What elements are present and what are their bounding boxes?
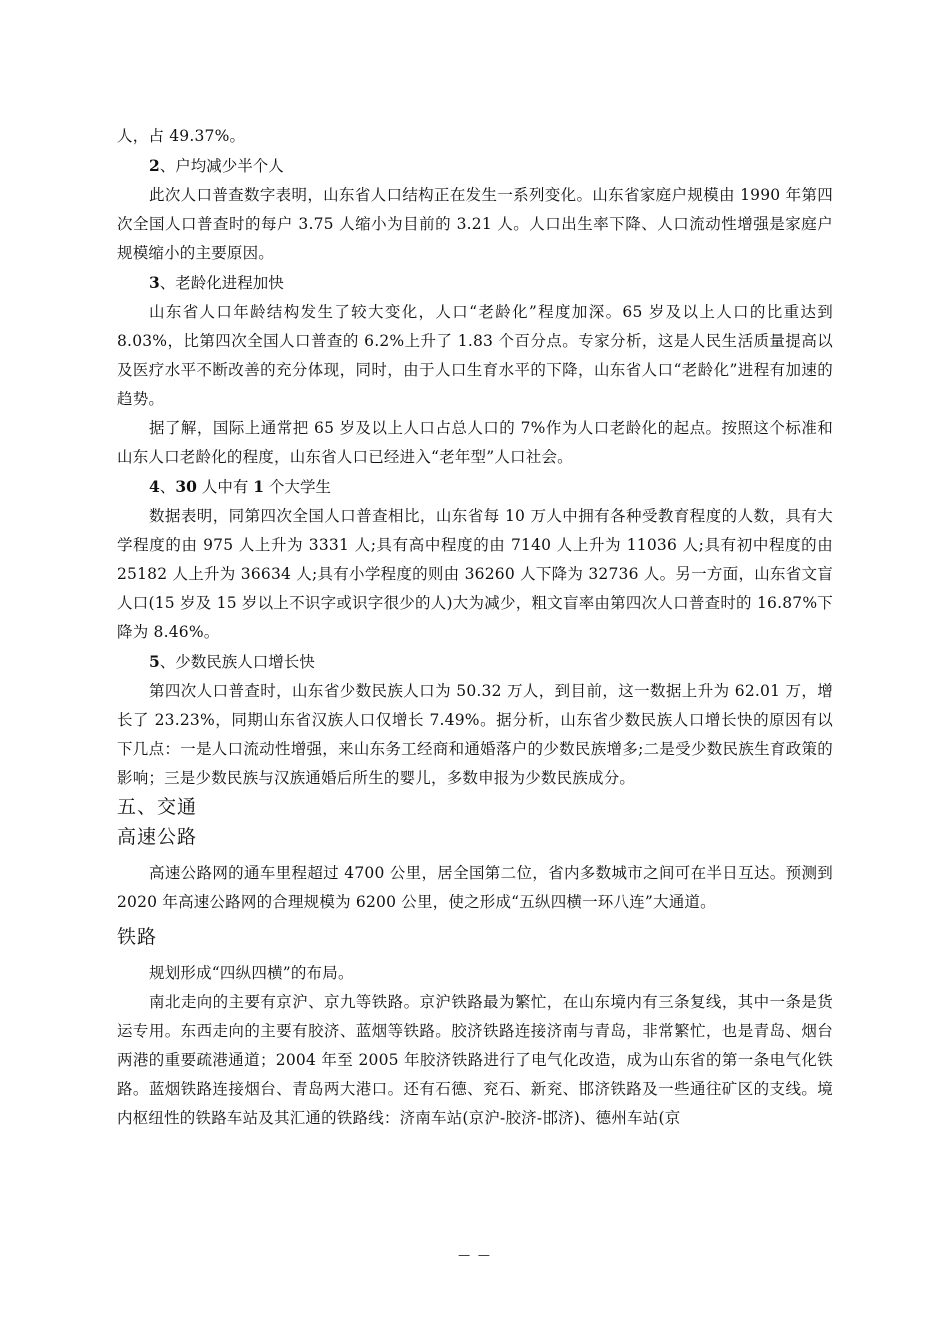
paragraph-highway: 高速公路网的通车里程超过 4700 公里，居全国第二位，省内多数城市之间可在半日互达。预测到 2020 年高速公路网的合理规模为 6200 公里，使之形成“五纵四横一环八连”大通道。 bbox=[117, 864, 833, 911]
paragraph-railway-layout: 规划形成“四纵四横”的布局。 bbox=[149, 964, 354, 982]
paragraph-aging-standard: 据了解，国际上通常把 65 岁及以上人口占总人口的 7%作为人口老龄化的起点。按照这个标准和山东人口老龄化的程度，山东省人口已经进入“老年型”人口社会。 bbox=[117, 419, 833, 466]
paragraph-household: 此次人口普查数字表明，山东省人口结构正在发生一系列变化。山东省家庭户规模由 1990 年第四次全国人口普查时的每户 3.75 人缩小为目前的 3.21 人。人口出生率下降、人口流动性增强是家庭户规模缩小的主要原因。 bbox=[117, 186, 833, 262]
subheading-text: 、户均减少半个人 bbox=[159, 157, 284, 175]
paragraph-continuation: 人，占 49.37%。 bbox=[117, 127, 246, 145]
page-footer-mark: — — bbox=[458, 1248, 492, 1262]
section-heading-highway: 高速公路 bbox=[117, 826, 198, 848]
subheading-text: 、少数民族人口增长快 bbox=[159, 653, 315, 671]
document-body bbox=[117, 122, 833, 1133]
section-heading-railway: 铁路 bbox=[117, 926, 158, 948]
subheading-number-one: 1 bbox=[253, 477, 265, 496]
subheading-household bbox=[117, 151, 833, 181]
paragraph-minorities: 第四次人口普查时，山东省少数民族人口为 50.32 万人，到目前，这一数据上升为 62.01 万，增长了 23.23%，同期山东省汉族人口仅增长 7.49%。据分析，山东省少数民族人口增长快的原因有以下几点：一是人口流动性增强，来山东务工经商和通婚落户的少数民族增多;二是受少数民族生育政策的影响；三是少数民族与汉族通婚后所生的婴儿，多数申报为少数民族成分。 bbox=[117, 682, 833, 787]
subheading-number: 3 bbox=[149, 273, 160, 292]
subheading-students bbox=[117, 472, 833, 502]
subheading-text: 、 bbox=[159, 478, 176, 496]
subheading-text: 、老龄化进程加快 bbox=[159, 274, 284, 292]
subheading-number: 5 bbox=[149, 652, 160, 671]
subheading-number: 2 bbox=[149, 156, 160, 175]
subheading-aging bbox=[117, 268, 833, 298]
paragraph-education: 数据表明，同第四次全国人口普查相比，山东省每 10 万人中拥有各种受教育程度的人数，具有大学程度的由 975 人上升为 3331 人;具有高中程度的由 7140 人上升为 11036 人;具有初中程度的由 25182 人上升为 36634 人;具有小学程度的则由 36260 人下降为 32736 人。另一方面，山东省文盲人口(15 岁及 15 岁以上不识字或识字很少的人)大为减少，粗文盲率由第四次人口普查时的 16.87%下降为 8.46%。 bbox=[117, 507, 833, 641]
subheading-number: 4 bbox=[149, 477, 160, 496]
section-heading-transport: 五、交通 bbox=[117, 796, 198, 818]
subheading-text: 人中有 bbox=[196, 478, 254, 496]
paragraph-aging: 山东省人口年龄结构发生了较大变化，人口“老龄化”程度加深。65 岁及以上人口的比重达到 8.03%，比第四次全国人口普查的 6.2%上升了 1.83 个百分点。专家分析，这是人民生活质量提高以及医疗水平不断改善的充分体现，同时，由于人口生育水平的下降，山东省人口“老龄化”进程有加速的趋势。 bbox=[117, 303, 833, 408]
subheading-text: 个大学生 bbox=[264, 478, 331, 496]
paragraph-railway-lines: 南北走向的主要有京沪、京九等铁路。京沪铁路最为繁忙，在山东境内有三条复线，其中一条是货运专用。东西走向的主要有胶济、蓝烟等铁路。胶济铁路连接济南与青岛，非常繁忙，也是青岛、烟台两港的重要疏港通道；2004 年至 2005 年胶济铁路进行了电气化改造，成为山东省的第一条电气化铁路。蓝烟铁路连接烟台、青岛两大港口。还有石德、兖石、新兖、邯济铁路及一些通往矿区的支线。境内枢纽性的铁路车站及其汇通的铁路线：济南车站(京沪-胶济-邯济)、德州车站(京 bbox=[117, 993, 833, 1127]
subheading-number-thirty: 30 bbox=[175, 477, 197, 496]
subheading-minorities bbox=[117, 647, 833, 677]
